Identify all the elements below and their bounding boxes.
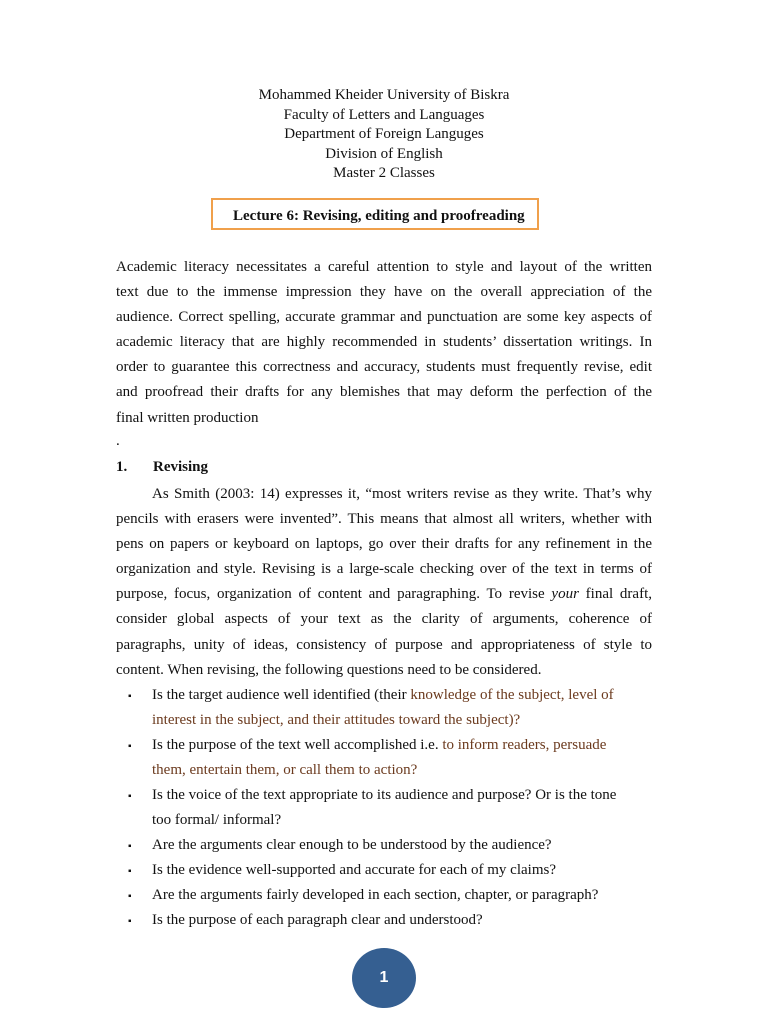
bullet-marker: ▪ <box>128 791 132 802</box>
bullet-item <box>152 683 614 733</box>
page-number-badge: 1 <box>352 948 416 1008</box>
bullet-highlight: them, entertain them, or call them to action? <box>152 762 418 779</box>
bullet-item: Are the arguments clear enough to be understood by the audience? <box>152 837 552 853</box>
revising-line: consider global aspects of your text as the clarity of arguments, coherence of <box>116 611 652 628</box>
bullet-item: Are the arguments fairly developed in each section, chapter, or paragraph? <box>152 887 599 903</box>
revising-paragraph <box>116 482 652 683</box>
revising-line: organization and style. Revising is a large-scale checking over of the text in terms of <box>116 561 652 578</box>
division-name: Division of English <box>325 145 443 162</box>
bullet-highlight: to inform readers, persuade <box>442 737 607 753</box>
bullet-item <box>152 733 606 783</box>
bullet-text: Is the target audience well identified (their <box>152 687 411 703</box>
bullet-marker: ▪ <box>128 841 132 852</box>
intro-line: final written production <box>116 409 259 426</box>
bullet-highlight: interest in the subject, and their attitudes toward the subject)? <box>152 712 521 729</box>
bullet-item: Is the purpose of each paragraph clear and understood? <box>152 912 483 928</box>
bullet-item <box>152 783 616 833</box>
bullet-text: Is the voice of the text appropriate to its audience and purpose? Or is the tone <box>152 787 617 803</box>
class-level: Master 2 Classes <box>333 165 435 182</box>
revising-line: pens on papers or keyboard on laptops, go over their drafts for any refinement in the <box>116 536 652 553</box>
section-title: Revising <box>153 459 209 475</box>
revising-line: pencils with erasers were invented”. This means that almost all writers, whether with <box>116 511 652 528</box>
revising-line-part: purpose, focus, organization of content and paragraphing. To revise <box>116 586 552 603</box>
bullet-text: Is the purpose of the text well accomplished i.e. <box>152 737 443 753</box>
bullet-marker: ▪ <box>128 741 132 752</box>
intro-line: academic literacy that are highly recommended in students’ dissertation writings. In <box>116 334 652 351</box>
section-heading-revising <box>116 459 208 476</box>
bullet-marker: ▪ <box>128 691 132 702</box>
intro-line: and proofread their drafts for any blemishes that may deform the perfection of the <box>116 384 652 401</box>
bullet-marker: ▪ <box>128 891 132 902</box>
emphasis-your: your <box>551 586 579 603</box>
bullet-highlight: knowledge of the subject, level of <box>410 687 614 703</box>
document-header <box>0 86 768 184</box>
revising-line <box>116 582 652 607</box>
intro-paragraph <box>116 255 652 431</box>
revising-line: content. When revising, the following questions need to be considered. <box>116 661 542 678</box>
revising-line-part: final draft, <box>578 586 652 603</box>
bullet-item: Is the evidence well-supported and accurate for each of my claims? <box>152 862 556 878</box>
stray-period: . <box>116 433 120 449</box>
revising-line: paragraphs, unity of ideas, consistency of purpose and appropriateness of style to <box>116 636 652 653</box>
intro-line: audience. Correct spelling, accurate grammar and punctuation are some key aspects of <box>116 309 652 326</box>
faculty-name: Faculty of Letters and Languages <box>283 106 485 123</box>
intro-line: text due to the immense impression they have on the overall appreciation of the <box>116 284 652 301</box>
bullet-text: too formal/ informal? <box>152 812 282 829</box>
section-number: 1. <box>116 459 128 475</box>
intro-line: Academic literacy necessitates a careful attention to style and layout of the written <box>116 259 652 275</box>
university-name: Mohammed Kheider University of Biskra <box>258 87 510 103</box>
bullet-marker: ▪ <box>128 866 132 877</box>
department-name: Department of Foreign Languges <box>284 126 484 143</box>
bullet-marker: ▪ <box>128 916 132 927</box>
lecture-title: Lecture 6: Revising, editing and proofreading <box>233 208 525 224</box>
revising-line: As Smith (2003: 14) expresses it, “most writers revise as they write. That’s why <box>152 486 652 502</box>
intro-line: order to guarantee this correctness and accuracy, students must frequently revise, edit <box>116 359 652 376</box>
